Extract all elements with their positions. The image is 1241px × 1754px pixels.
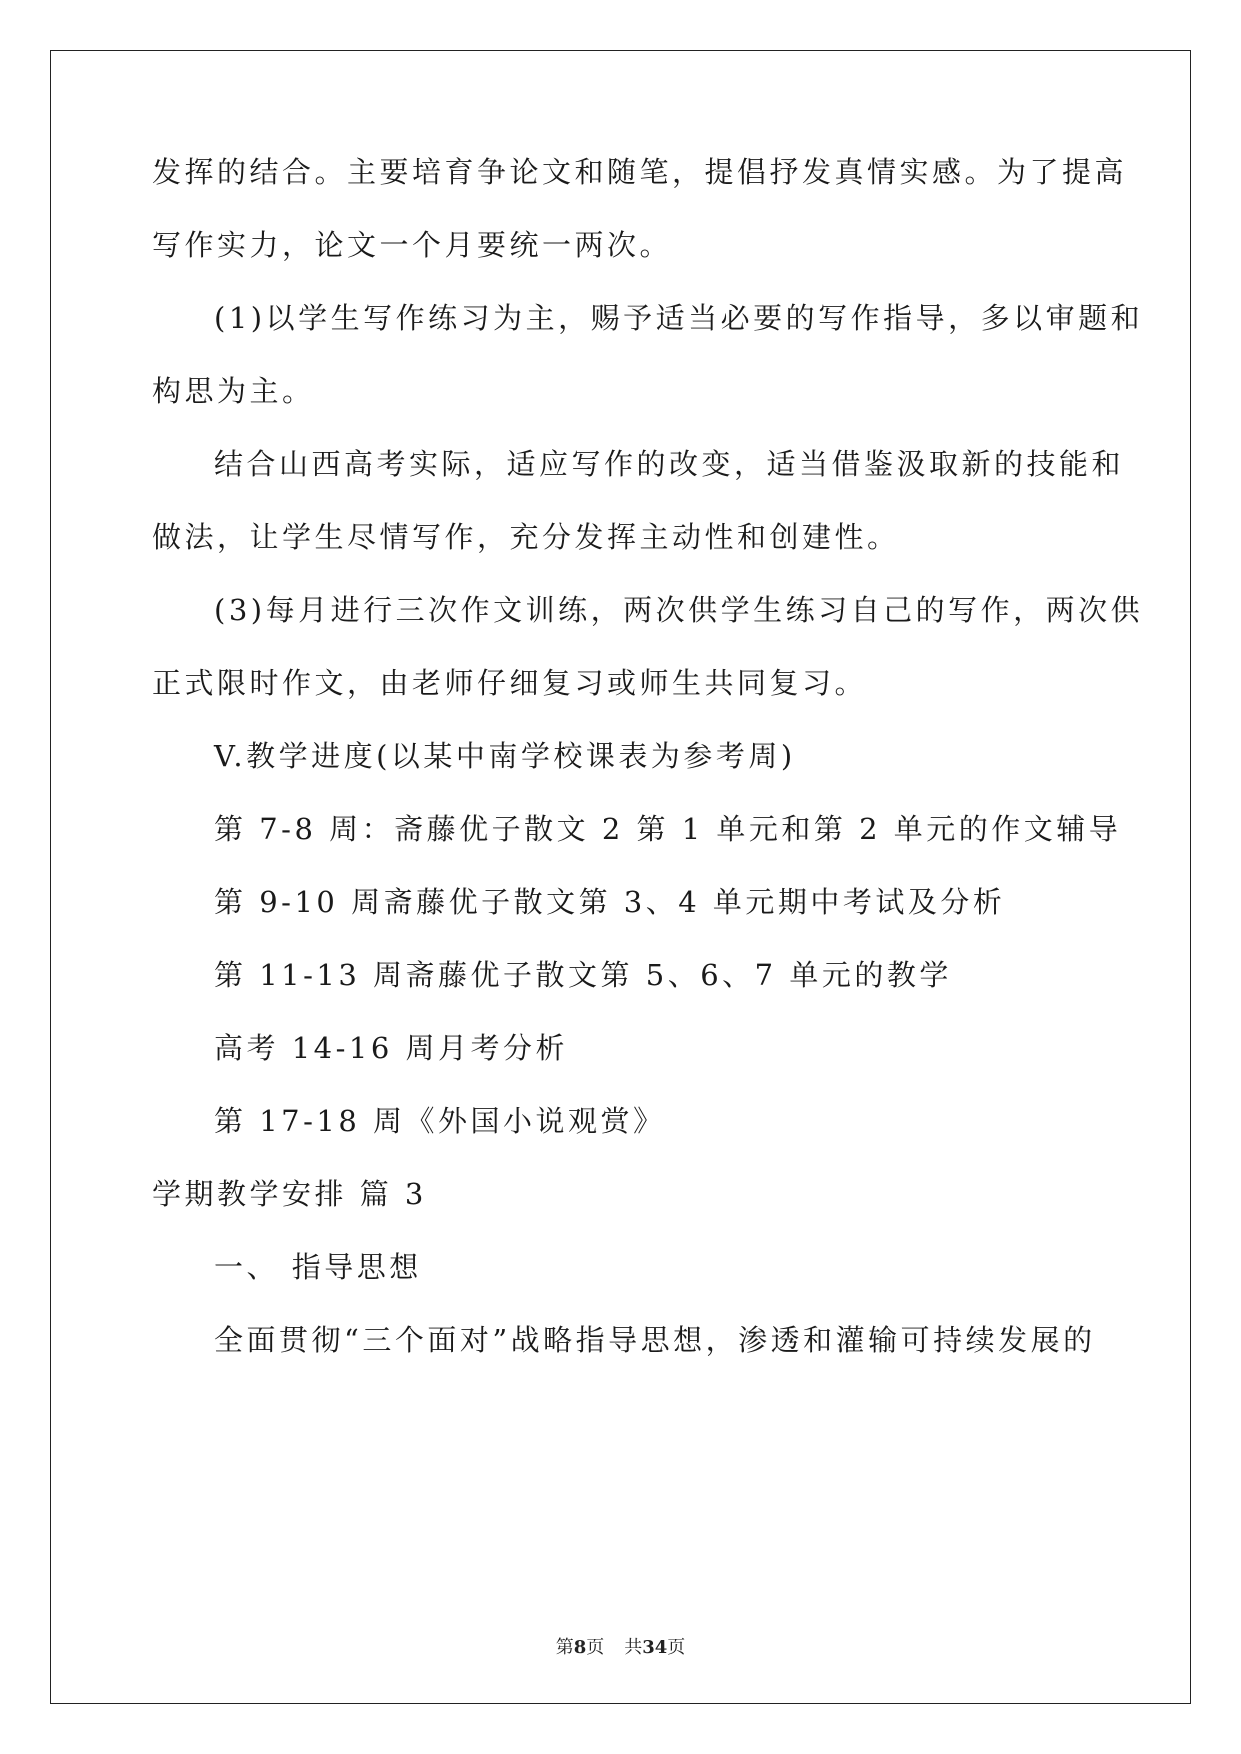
text-line: 构思为主。 (152, 374, 315, 408)
text-line: 写作实力，论文一个月要统一两次。 (152, 228, 673, 262)
schedule-item: 第 17-18 周《外国小说观赏》 (214, 1104, 666, 1138)
text-line: 发挥的结合。主要培育争论文和随笔，提倡抒发真情实感。为了提高 (152, 155, 1128, 189)
section-heading: V.教学进度(以某中南学校课表为参考周) (214, 739, 796, 773)
schedule-item: 第 9-10 周斋藤优子散文第 3、4 单元期中考试及分析 (214, 885, 1006, 919)
schedule-item: 第 11-13 周斋藤优子散文第 5、6、7 单元的教学 (214, 958, 952, 992)
text-line: 结合山西高考实际，适应写作的改变，适当借鉴汲取新的技能和 (214, 447, 1125, 481)
text-line: 正式限时作文，由老师仔细复习或师生共同复习。 (152, 666, 868, 700)
total-page-count: 34 (642, 1637, 668, 1658)
text-line: 做法，让学生尽情写作，充分发挥主动性和创建性。 (152, 520, 900, 554)
text-line: 全面贯彻“三个面对”战略指导思想，渗透和灌输可持续发展的 (214, 1323, 1096, 1357)
schedule-item: 第 7-8 周：斋藤优子散文 2 第 1 单元和第 2 单元的作文辅导 (214, 812, 1122, 846)
text-line: (1)以学生写作练习为主，赐予适当必要的写作指导，多以审题和 (214, 301, 1144, 335)
article-title: 学期教学安排 篇 3 (152, 1177, 427, 1211)
text-line: (3)每月进行三次作文训练，两次供学生练习自己的写作，两次供 (214, 593, 1144, 627)
section-heading: 一、 指导思想 (214, 1250, 422, 1284)
footer-total-suffix: 页 (667, 1637, 686, 1658)
footer-page-suffix: 页 (586, 1637, 605, 1658)
footer-prefix: 第 (555, 1637, 574, 1658)
page-border (50, 50, 1191, 1704)
footer-total-prefix: 共 (624, 1637, 643, 1658)
current-page-number: 8 (573, 1637, 587, 1658)
schedule-item: 高考 14-16 周月考分析 (214, 1031, 569, 1065)
page-footer (0, 1633, 1241, 1659)
